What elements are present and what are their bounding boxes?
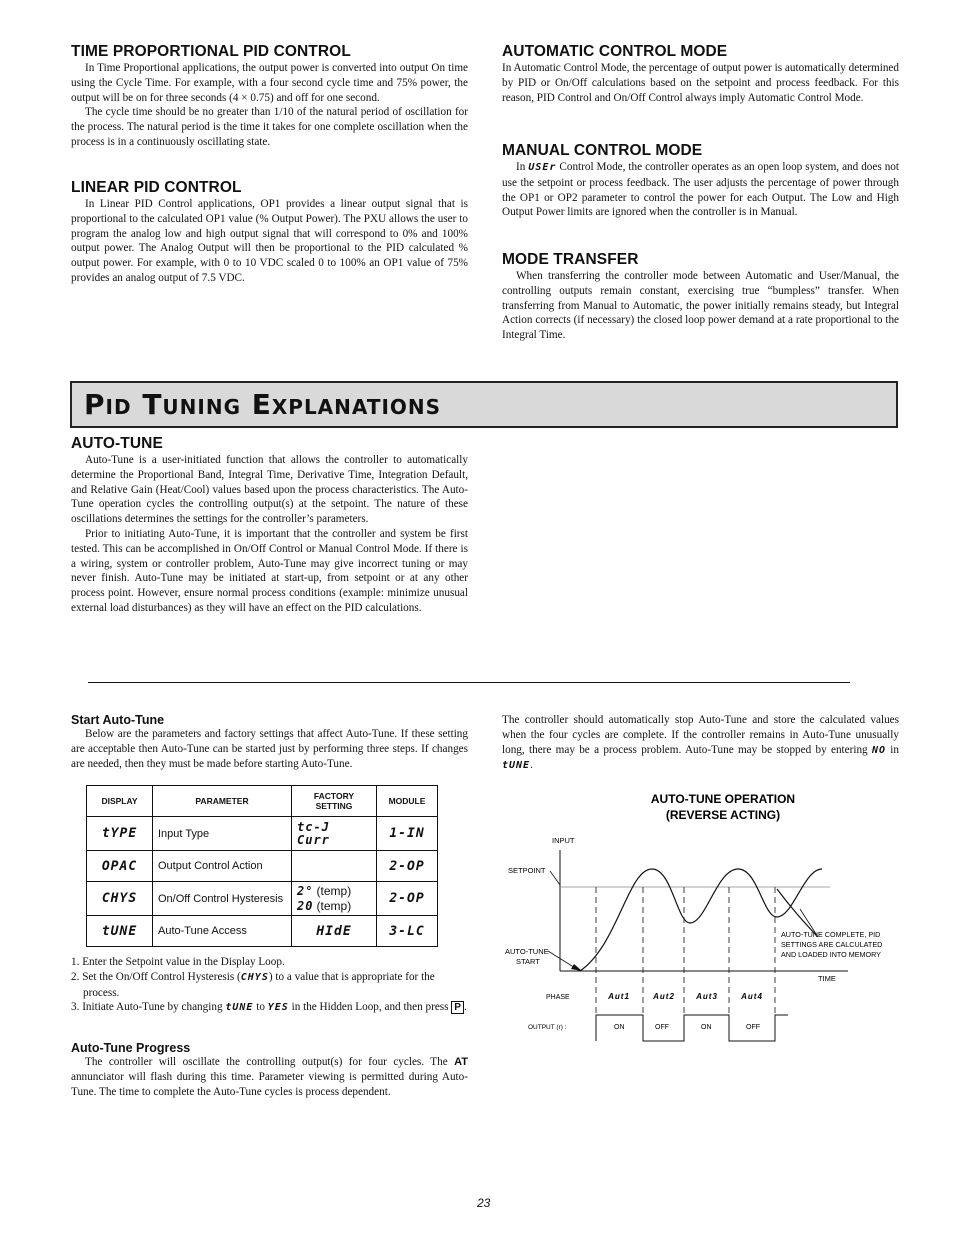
output-state: ON	[701, 1024, 712, 1031]
auto-tune-start-label: AUTO-TUNE	[505, 947, 549, 956]
complete-note: SETTINGS ARE CALCULATED	[781, 940, 883, 949]
complete-note: AUTO-TUNE COMPLETE, PID	[781, 930, 881, 939]
section-heading: MANUAL CONTROL MODE	[502, 142, 703, 159]
at-annunciator: AT	[454, 1056, 468, 1068]
phase-code: Aut3	[696, 992, 718, 1001]
output-state: OFF	[746, 1024, 760, 1031]
automatic-mode-section	[502, 43, 899, 105]
manual-mode-section	[502, 142, 899, 220]
paragraph: In Time Proportional applications, the output power is converted into output On time using the Cycle Time. For example, with a four second cycle time and 75% power, the output will be on for three seconds (4 × 0.75) and off for one second.	[71, 62, 468, 104]
factory-setting: 2° (temp) 20 (temp)	[292, 882, 377, 916]
auto-tune-section	[71, 435, 468, 616]
phase-dividers	[596, 887, 775, 1041]
display-code: tYPE	[87, 817, 153, 851]
column-header: FACTORY SETTING	[292, 786, 377, 817]
steps-list	[71, 955, 468, 1016]
paragraph: Prior to initiating Auto-Tune, it is important that the controller and system be first tested. This can be accomplished in On/Off Control or Manual Control Mode. If there is a wiring, system or controller problem, Auto-Tune may give incorrect tuning or may never finish. Auto-Tune may be initiated at start-up, from setpoint or at any other process point. However, ensure normal process conditions (example: minimize unusual external load disturbances) as they will have an effect on the PID calculations.	[71, 527, 468, 614]
setpoint-pointer	[550, 871, 560, 885]
parameter-table	[86, 785, 438, 947]
auto-tune-start-label: START	[516, 957, 540, 966]
section-heading: MODE TRANSFER	[502, 251, 639, 268]
setpoint-label: SETPOINT	[508, 866, 546, 875]
output-state: OFF	[655, 1024, 669, 1031]
paragraph: Auto-Tune is a user-initiated function that allows the controller to automatically determine the Proportional Band, Integral Time, Derivative Time, Integration Default, and Relative Gain (Heat/Cool) values based upon the process characteristics. The Auto-Tune operation cycles the controlling output(s) at the setpoint. The nature of these oscillations determines the settings for the controller’s parameters.	[71, 454, 468, 526]
output-label: OUTPUT (r) :	[528, 1024, 567, 1031]
paragraph: In USEr Control Mode, the controller operates as an open loop system, and does not use the setpoint or process feedback. The user adjusts the percentage of power through the OP1 or OP2 parameter to control the power for each Output. The Low and High Output Power limits are ignored when the controller is in Manual.	[502, 161, 899, 219]
table-row	[87, 817, 438, 851]
input-axis-label: INPUT	[552, 836, 575, 845]
parameter-name: On/Off Control Hysteresis	[153, 882, 292, 916]
paragraph: The cycle time should be no greater than 1/10 of the natural period of oscillation for the process. The natural period is the time it takes for one complete oscillation when the process is in a continuously oscillating state.	[71, 106, 468, 148]
paragraph: The controller should automatically stop Auto-Tune and store the calculated values when the four cycles are complete. If the controller remains in Auto-Tune unusually long, there may be a process problem. Auto-Tune may be stopped by entering NO in tUNE.	[502, 714, 899, 772]
lcd-code: USEr	[528, 162, 557, 173]
paragraph: When transferring the controller mode between Automatic and User/Manual, the controlling outputs remain constant, exercising true “bumpless” transfer. When transferring from Manual to Automatic, the power initially remains steady, but Integral Action corrects (if necessary) the closed loop power demand at a rate proportional to the Integral Time.	[502, 270, 899, 342]
p-key-icon: P	[451, 1001, 464, 1014]
section-heading: AUTOMATIC CONTROL MODE	[502, 43, 728, 60]
table-row	[87, 882, 438, 916]
parameter-name: Output Control Action	[153, 851, 292, 882]
section-banner	[70, 381, 898, 428]
paragraph: In Linear PID Control applications, OP1 provides a linear output signal that is proportional to the calculated OP1 value (% Output Power). The PXU allows the user to program the analog low and high output signal that will correspond to 0% and 100% output power. The Analog Output will then be proportional to the PID calculated % output power. For example, with 0 to 10 VDC scaled 0 to 100% an OP1 value of 75% provides an analog output of 7.5 VDC.	[71, 198, 468, 284]
phase-label: PHASE	[546, 994, 570, 1001]
phase-code: Aut4	[741, 992, 763, 1001]
auto-tune-diagram	[500, 785, 900, 1055]
module-code: 3-LC	[377, 916, 438, 947]
table-row	[87, 851, 438, 882]
display-code: OPAC	[87, 851, 153, 882]
column-header: DISPLAY	[87, 786, 153, 817]
auto-tune-progress-section	[71, 1041, 468, 1099]
section-heading: TIME PROPORTIONAL PID CONTROL	[71, 43, 351, 60]
module-code: 2-OP	[377, 882, 438, 916]
display-code: CHYS	[87, 882, 153, 916]
list-item: 2. Set the On/Off Control Hysteresis (CHYS) to a value that is appropriate for the process.	[71, 970, 435, 999]
linear-pid-section	[71, 179, 468, 286]
factory-setting	[292, 851, 377, 882]
table-row	[87, 916, 438, 947]
banner-title: Pid Tuning Explanations	[84, 388, 442, 421]
section-heading: AUTO-TUNE	[71, 435, 163, 452]
display-code: tUNE	[87, 916, 153, 947]
factory-setting: tc-J Curr	[292, 817, 377, 851]
phase-code: Aut1	[608, 992, 630, 1001]
diagram-subtitle: (REVERSE ACTING)	[665, 808, 781, 822]
section-heading: LINEAR PID CONTROL	[71, 179, 242, 196]
column-header: MODULE	[377, 786, 438, 817]
output-state: ON	[614, 1024, 625, 1031]
parameter-name: Auto-Tune Access	[153, 916, 292, 947]
list-item: 1. Enter the Setpoint value in the Display Loop.	[71, 956, 285, 968]
diagram-title: AUTO-TUNE OPERATION	[650, 792, 796, 806]
module-code: 2-OP	[377, 851, 438, 882]
paragraph: Below are the parameters and factory settings that affect Auto-Tune. If these setting are acceptable then Auto-Tune can be started just by performing three steps. If changes are needed, then they must be made before starting Auto-Tune.	[71, 728, 468, 770]
subsection-heading: Start Auto-Tune	[71, 713, 165, 727]
complete-note: AND LOADED INTO MEMORY	[781, 950, 881, 959]
phase-code: Aut2	[653, 992, 675, 1001]
paragraph: In Automatic Control Mode, the percentage of output power is automatically determined by PID or On/Off calculations based on the setpoint and process feedback. For this reason, PID Control and On/Off Control always imply Automatic Control Mode.	[502, 62, 899, 104]
stop-auto-tune-text	[502, 713, 899, 774]
start-auto-tune-section	[71, 713, 468, 771]
horizontal-divider	[88, 682, 850, 683]
parameter-name: Input Type	[153, 817, 292, 851]
time-axis-label: TIME	[818, 974, 836, 983]
factory-setting: HIdE	[292, 916, 377, 947]
subsection-heading: Auto-Tune Progress	[71, 1041, 191, 1055]
time-proportional-section	[71, 43, 468, 150]
list-item: 3. Initiate Auto-Tune by changing tUNE to YES in the Hidden Loop, and then press P .	[71, 1001, 467, 1014]
table-header-row	[87, 786, 438, 817]
page-number: 23	[477, 1196, 491, 1210]
column-header: PARAMETER	[153, 786, 292, 817]
paragraph: The controller will oscillate the controlling output(s) for four cycles. The AT annunciator will flash during this time. Parameter viewing is permitted during Auto-Tune. The time to complete the Auto-Tune cycles is process dependent.	[71, 1056, 468, 1098]
module-code: 1-IN	[377, 817, 438, 851]
mode-transfer-section	[502, 251, 899, 343]
start-arrow-icon	[571, 964, 582, 971]
